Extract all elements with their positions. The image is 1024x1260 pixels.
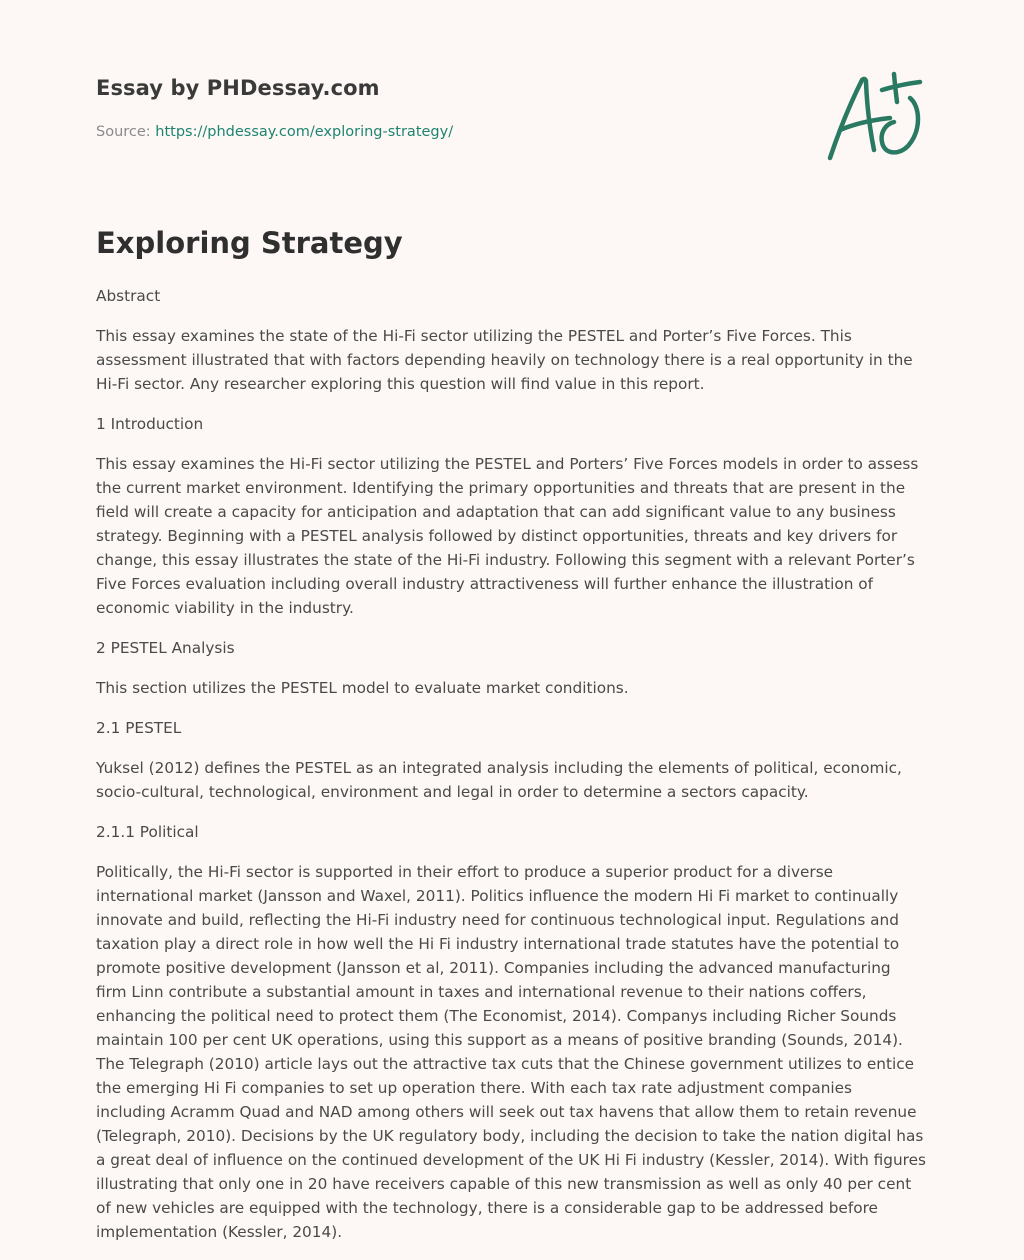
essay-page bbox=[96, 0, 927, 1241]
paragraph-abstract: This essay examines the state of the Hi-Fi sector utilizing the PESTEL and Porter’s Five Forces. This assessment illustrated that with factors depending heavily on technology there is a real opportunity in the Hi-Fi sector. Any researcher exploring this question will find value in this report. bbox=[96, 327, 913, 393]
source-link[interactable]: https://phdessay.com/exploring-strategy/ bbox=[155, 124, 454, 140]
paragraph-introduction: This essay examines the Hi-Fi sector utilizing the PESTEL and Porters’ Five Forces models in order to assess the current market environment. Identifying the primary opportunities and threats that are present in the field will create a capacity for anticipation and adaptation that can add significant value to any business strategy. Beginning with a PESTEL analysis followed by distinct opportunities, threats and key drivers for change, this essay illustrates the state of the Hi-Fi industry. Following this segment with a relevant Porter’s Five Forces evaluation including overall industry attractiveness will further enhance the illustration of economic viability in the industry. bbox=[96, 455, 919, 617]
paragraph-political: Politically, the Hi-Fi sector is supported in their effort to produce a superior product for a diverse international market (Jansson and Waxel, 2011). Politics influence the modern Hi Fi market to continually innovate and build, reflecting the Hi-Fi industry need for continuous technological input. Regulations and taxation play a direct role in how well the Hi Fi industry international trade statutes have the potential to promote positive development (Jansson et al, 2011). Companies including the advanced manufacturing firm Linn contribute a substantial amount in taxes and international revenue to their nations coffers, enhancing the political need to protect them (The Economist, 2014). Companys including Richer Sounds maintain 100 per cent UK operations, using this support as a means of positive branding (Sounds, 2014). The Telegraph (2010) article lays out the attractive tax cuts that the Chinese government utilizes to entice the emerging Hi Fi companies to set up operation there. With each tax rate adjustment companies including Acramm Quad and NAD among others will seek out tax havens that allow them to retain revenue (Telegraph, 2010). Decisions by the UK regulatory body, including the decision to take the nation digital has a great deal of influence on the continued development of the UK Hi Fi industry (Kessler, 2014). With figures illustrating that only one in 20 have receivers capable of this new transmission as well as only 40 per cent of new vehicles are equipped with the technology, there is a considerable gap to be addressed before implementation (Kessler, 2014). bbox=[96, 863, 927, 1241]
paragraph-pestel: Yuksel (2012) defines the PESTEL as an integrated analysis including the elements of political, economic, socio-cultural, technological, environment and legal in order to determine a sectors capacity. bbox=[96, 759, 902, 801]
section-heading-introduction: 1 Introduction bbox=[96, 415, 204, 433]
section-heading-pestel: 2.1 PESTEL bbox=[96, 719, 182, 737]
section-heading-pestel-analysis: 2 PESTEL Analysis bbox=[96, 639, 235, 657]
source-label: Source: bbox=[96, 124, 151, 140]
source-line bbox=[96, 124, 453, 140]
section-heading-political: 2.1.1 Political bbox=[96, 823, 199, 841]
site-title: Essay by PHDessay.com bbox=[96, 76, 380, 100]
a-plus-logo-icon bbox=[824, 68, 924, 164]
essay-title: Exploring Strategy bbox=[96, 226, 403, 260]
header bbox=[96, 0, 926, 180]
paragraph-pestel-analysis: This section utilizes the PESTEL model to evaluate market conditions. bbox=[96, 679, 629, 697]
section-heading-abstract: Abstract bbox=[96, 287, 161, 305]
essay-body bbox=[96, 284, 926, 1260]
